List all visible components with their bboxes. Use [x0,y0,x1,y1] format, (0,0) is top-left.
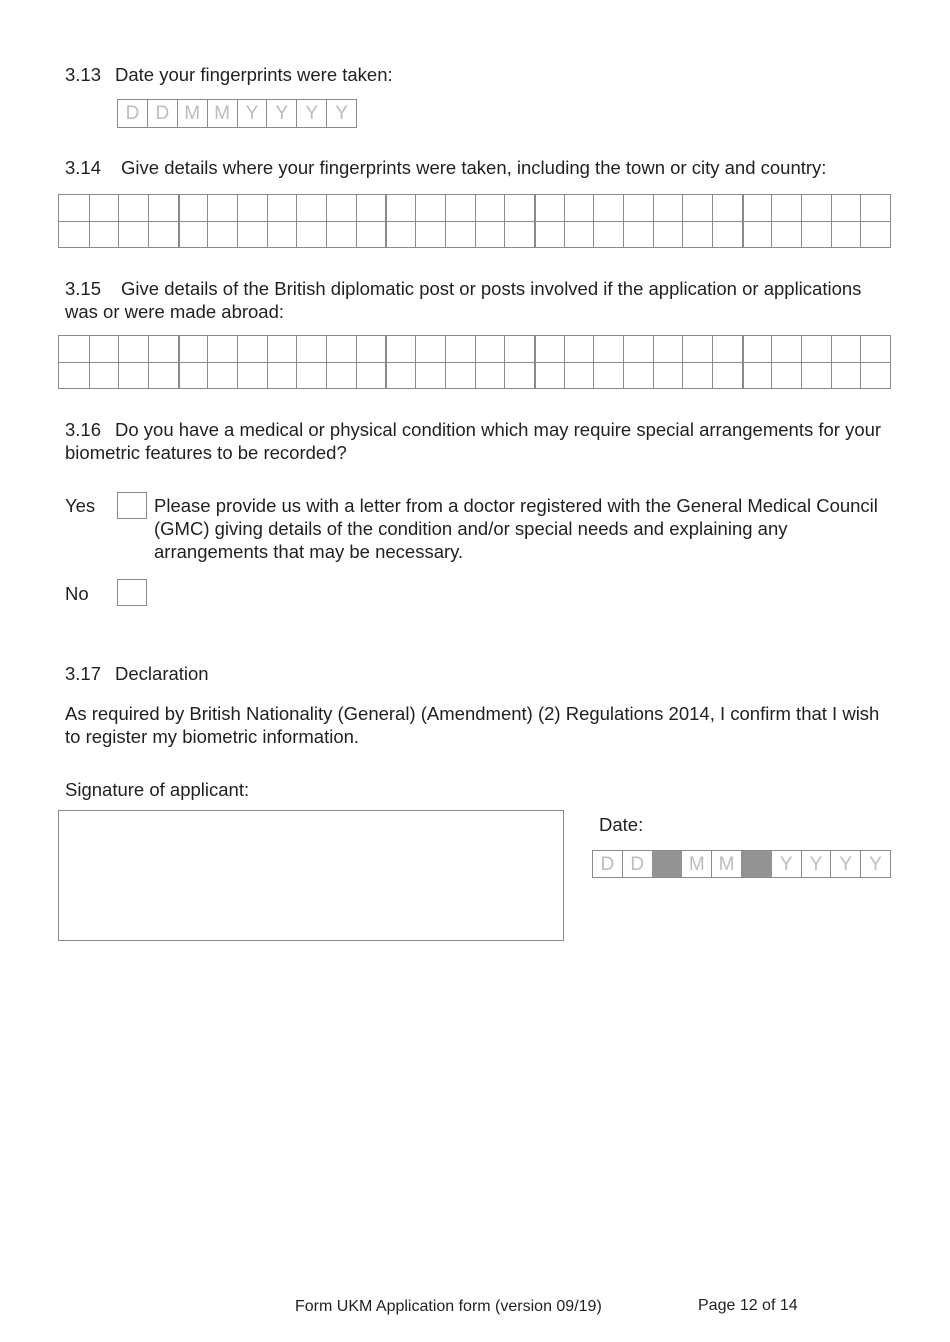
question-number: 3.15 [65,278,102,299]
char-box[interactable] [385,336,415,362]
date-char-box[interactable]: M [207,100,237,127]
date-separator [741,851,771,877]
char-box[interactable] [742,336,772,362]
char-box[interactable] [682,336,712,362]
char-box[interactable] [534,221,564,247]
char-box[interactable] [59,336,89,362]
char-box[interactable] [326,221,356,247]
char-box[interactable] [475,221,505,247]
date-label: Date: [599,814,644,835]
char-box[interactable] [267,362,297,388]
char-box[interactable] [296,336,326,362]
char-box[interactable] [504,195,534,221]
date-char-box[interactable]: Y [266,100,296,127]
char-box[interactable] [653,362,683,388]
char-box[interactable] [89,195,119,221]
char-box[interactable] [148,336,178,362]
char-box[interactable] [385,362,415,388]
char-box[interactable] [178,221,208,247]
char-box[interactable] [326,336,356,362]
char-box[interactable] [445,336,475,362]
char-box[interactable] [682,195,712,221]
char-box[interactable] [771,336,801,362]
char-box[interactable] [415,336,445,362]
char-box[interactable] [564,195,594,221]
char-box[interactable] [504,221,534,247]
char-box[interactable] [148,221,178,247]
date-char-box[interactable]: D [147,100,177,127]
declaration-text: As required by British Nationality (General) (Amendment) (2) Regulations 2014, I confirm that I wish to register my biometric information. [65,703,880,747]
char-box[interactable] [801,336,831,362]
char-box[interactable] [564,362,594,388]
char-box[interactable] [207,336,237,362]
yes-instructions: Please provide us with a letter from a doctor registered with the General Medical Council (GMC) giving details of the condition and/or special needs and explaining any arrangements that may be necessary. [154,495,878,562]
char-box[interactable] [475,336,505,362]
char-box[interactable] [356,362,386,388]
q3-13-label [65,63,393,86]
char-box[interactable] [534,336,564,362]
char-box[interactable] [59,221,89,247]
char-box[interactable] [653,195,683,221]
question-text: Date your fingerprints were taken: [115,64,393,85]
char-box[interactable] [653,221,683,247]
form-version: Form UKM Application form (version 09/19) [295,1298,602,1315]
question-text: Do you have a medical or physical condition which may require special arrangements for your biometric features to be recorded? [65,419,882,463]
char-box[interactable] [593,336,623,362]
char-box[interactable] [534,362,564,388]
char-box[interactable] [564,336,594,362]
char-box[interactable] [831,195,861,221]
char-box[interactable] [296,195,326,221]
q3-15-label [65,277,865,323]
char-box[interactable] [860,336,890,362]
char-box[interactable] [207,221,237,247]
char-box[interactable] [593,221,623,247]
char-box[interactable] [831,336,861,362]
char-box[interactable] [237,336,267,362]
char-box[interactable] [148,362,178,388]
char-box[interactable] [118,195,148,221]
char-box[interactable] [326,195,356,221]
char-box[interactable] [771,221,801,247]
char-box[interactable] [89,336,119,362]
char-box[interactable] [742,362,772,388]
char-box[interactable] [267,336,297,362]
char-box[interactable] [207,362,237,388]
char-box[interactable] [356,336,386,362]
char-box[interactable] [742,195,772,221]
char-box[interactable] [385,221,415,247]
char-box[interactable] [682,221,712,247]
date-char-box[interactable]: D [125,103,140,124]
date-char-box[interactable]: M [681,851,711,877]
char-box[interactable] [712,336,742,362]
char-box[interactable] [712,195,742,221]
char-box[interactable] [415,362,445,388]
char-box[interactable] [296,362,326,388]
question-number: 3.13 [65,64,102,85]
char-box[interactable] [118,336,148,362]
char-box[interactable] [118,221,148,247]
char-box[interactable] [623,221,653,247]
char-box[interactable] [267,195,297,221]
diplomatic-post-grid[interactable] [58,335,891,389]
char-box[interactable] [385,195,415,221]
q3-17-heading [65,662,209,685]
question-number: 3.16 [65,419,102,440]
char-box[interactable] [860,195,890,221]
question-text: Give details where your fingerprints were taken, including the town or city and country: [121,157,827,178]
date-char-box[interactable]: D [600,853,615,875]
date-char-box[interactable]: Y [830,851,860,877]
question-number: 3.17 [65,663,102,684]
date-char-box[interactable]: Y [326,100,356,127]
char-box[interactable] [860,221,890,247]
question-number: 3.14 [65,157,102,178]
date-char-box[interactable]: Y [801,851,831,877]
char-box[interactable] [207,195,237,221]
char-box[interactable] [771,195,801,221]
char-box[interactable] [801,362,831,388]
char-box[interactable] [356,195,386,221]
char-box[interactable] [712,221,742,247]
char-box[interactable] [504,362,534,388]
fingerprint-date-input[interactable] [117,99,357,128]
page-number: Page 12 of 14 [698,1297,798,1314]
char-box[interactable] [178,362,208,388]
char-box[interactable] [415,195,445,221]
yes-checkbox[interactable] [117,492,147,519]
char-box[interactable] [445,362,475,388]
char-box[interactable] [504,336,534,362]
char-box[interactable] [445,195,475,221]
char-box[interactable] [653,336,683,362]
char-box[interactable] [89,362,119,388]
char-box[interactable] [237,221,267,247]
char-box[interactable] [237,195,267,221]
no-checkbox[interactable] [117,579,147,606]
char-box[interactable] [59,362,89,388]
signature-label: Signature of applicant: [65,779,250,800]
char-box[interactable] [742,221,772,247]
char-box[interactable] [326,362,356,388]
char-box[interactable] [178,195,208,221]
char-box[interactable] [712,362,742,388]
date-char-box[interactable]: Y [860,851,890,877]
date-char-box[interactable]: Y [296,100,326,127]
char-box[interactable] [237,362,267,388]
q3-16-label [65,418,895,464]
date-char-box[interactable]: M [711,851,741,877]
q3-14-label [65,156,826,179]
char-box[interactable] [593,195,623,221]
char-box[interactable] [475,195,505,221]
char-box[interactable] [59,195,89,221]
char-box[interactable] [623,336,653,362]
char-box[interactable] [148,195,178,221]
date-char-box[interactable]: M [177,100,207,127]
declaration-date-input[interactable] [592,850,891,878]
char-box[interactable] [593,362,623,388]
char-box[interactable] [564,221,594,247]
no-label: No [65,583,89,604]
char-box[interactable] [831,221,861,247]
char-box[interactable] [415,221,445,247]
question-text: Declaration [115,663,209,684]
question-text: Give details of the British diplomatic post or posts involved if the application or applications was or were made abroad: [65,278,862,322]
char-box[interactable] [445,221,475,247]
char-box[interactable] [860,362,890,388]
fingerprint-location-grid[interactable] [58,194,891,248]
char-box[interactable] [831,362,861,388]
char-box[interactable] [89,221,119,247]
char-box[interactable] [534,195,564,221]
char-box[interactable] [801,195,831,221]
char-box[interactable] [296,221,326,247]
char-box[interactable] [267,221,297,247]
char-box[interactable] [623,195,653,221]
char-box[interactable] [801,221,831,247]
date-char-box[interactable]: Y [237,100,267,127]
signature-box[interactable] [58,810,564,941]
char-box[interactable] [623,362,653,388]
char-box[interactable] [682,362,712,388]
date-char-box[interactable]: Y [771,851,801,877]
char-box[interactable] [475,362,505,388]
char-box[interactable] [178,336,208,362]
yes-label: Yes [65,495,96,516]
char-box[interactable] [118,362,148,388]
char-box[interactable] [771,362,801,388]
date-char-box[interactable]: D [622,851,652,877]
char-box[interactable] [356,221,386,247]
date-separator [652,851,682,877]
